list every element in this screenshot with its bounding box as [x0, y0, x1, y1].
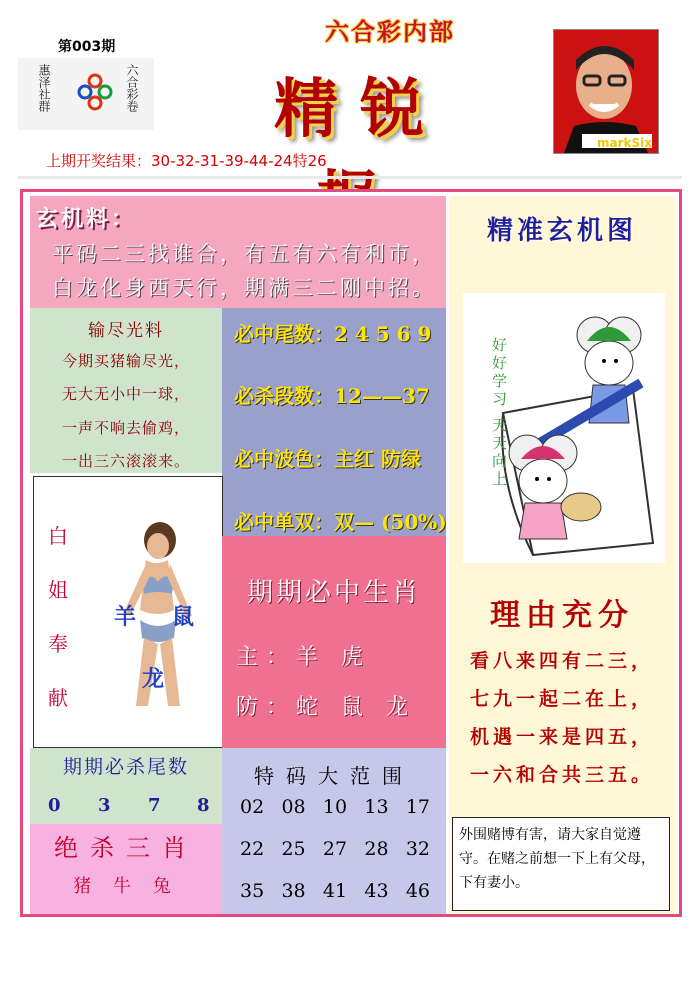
kill-range-prediction: 必杀段数：12——37 [234, 384, 430, 408]
zodiac-word: 龙 [142, 666, 165, 692]
range-number: 46 [405, 880, 430, 902]
range-row [240, 796, 430, 818]
range-number: 13 [364, 796, 389, 818]
tail-kill-number: 3 [98, 795, 111, 816]
range-number: 27 [322, 838, 348, 860]
range-number: 22 [240, 838, 265, 860]
lose-line: 今期买猪输尽光， [61, 352, 190, 370]
range-row [240, 838, 430, 860]
tail-kill-title: 期期必杀尾数 [62, 756, 189, 778]
logo-icon [75, 72, 115, 112]
range-number: 17 [405, 796, 430, 818]
page-title: 精锐 [274, 72, 446, 147]
range-number: 10 [322, 796, 348, 818]
kill-three-title: 绝杀三肖 [54, 834, 198, 862]
tail-kill-number: 7 [148, 795, 161, 816]
side-char: 献 [48, 686, 68, 710]
cartoon-picture [463, 293, 665, 563]
zodiac-word: 鼠 [172, 604, 195, 630]
range-number: 32 [405, 838, 430, 860]
cartoon-caption: 好好学习 天天向上 [490, 337, 508, 489]
tail-kill-number: 8 [197, 795, 210, 816]
range-row [240, 880, 430, 902]
reason-title: 理由充分 [490, 598, 634, 633]
riddle-line: 平码二三找谁合，有五有六有利市， [52, 242, 436, 266]
reason-line: 七九一起二在上， [469, 688, 654, 710]
zodiac-word: 羊 [114, 604, 137, 630]
side-char: 白 [48, 524, 68, 548]
kill-three-animals: 猪 牛 兔 [73, 876, 179, 897]
zodiac-title: 期期必中生肖 [246, 578, 421, 608]
range-number: 02 [240, 796, 265, 818]
header-subtitle: 六合彩内部 [325, 17, 455, 46]
lose-line: 一声不响去偷鸡， [61, 419, 190, 437]
zodiac-main: 主：羊 虎 [236, 645, 371, 670]
riddle-picture-title: 精准玄机图 [486, 216, 637, 246]
color-prediction: 必中波色：主红 防绿 [234, 447, 421, 471]
range-number: 25 [281, 838, 306, 860]
lose-line: 一出三六滚滚来。 [61, 452, 190, 470]
tail-kill-number: 0 [48, 795, 61, 816]
header-divider [18, 176, 682, 179]
reason-line: 机遇一来是四五， [469, 726, 654, 748]
publisher-logo [18, 58, 154, 130]
side-char: 姐 [48, 578, 68, 602]
range-title: 特码大范围 [254, 764, 414, 788]
reason-line: 一六和合共三五。 [469, 764, 654, 786]
last-draw-result: 上期开奖结果：30-32-31-39-44-24特26 [46, 152, 327, 170]
riddle-line: 白龙化身西天行，期满三二刚中招。 [52, 276, 436, 300]
issue-number: 第003期 [58, 39, 116, 55]
range-number: 08 [281, 796, 306, 818]
range-number: 35 [240, 880, 265, 902]
reason-line: 看八来四有二三， [469, 650, 654, 672]
marksix-badge: markSix [597, 136, 652, 150]
zodiac-guard: 防：蛇 鼠 龙 [236, 695, 416, 720]
side-char: 奉 [48, 632, 68, 656]
logo-right-text: 六合彩卷 [125, 64, 139, 112]
logo-left-text: 惠泽社群 [37, 64, 51, 112]
odd-even-prediction: 必中单双：双— (50%) [234, 510, 447, 534]
range-number: 41 [322, 880, 348, 902]
range-number: 28 [364, 838, 389, 860]
lose-title: 输尽光料 [88, 321, 164, 341]
range-number: 43 [364, 880, 389, 902]
range-number: 38 [281, 880, 306, 902]
riddle-title: 玄机料： [36, 206, 137, 232]
lose-line: 无大无小中一球， [61, 385, 190, 403]
gambling-notice: 外围赌博有害，请大家自觉遵守。在赌之前想一下上有父母，下有妻小。 [452, 817, 670, 911]
tail-number-prediction: 必中尾数：2 4 5 6 9 [234, 322, 432, 346]
portrait-photo [553, 29, 659, 154]
